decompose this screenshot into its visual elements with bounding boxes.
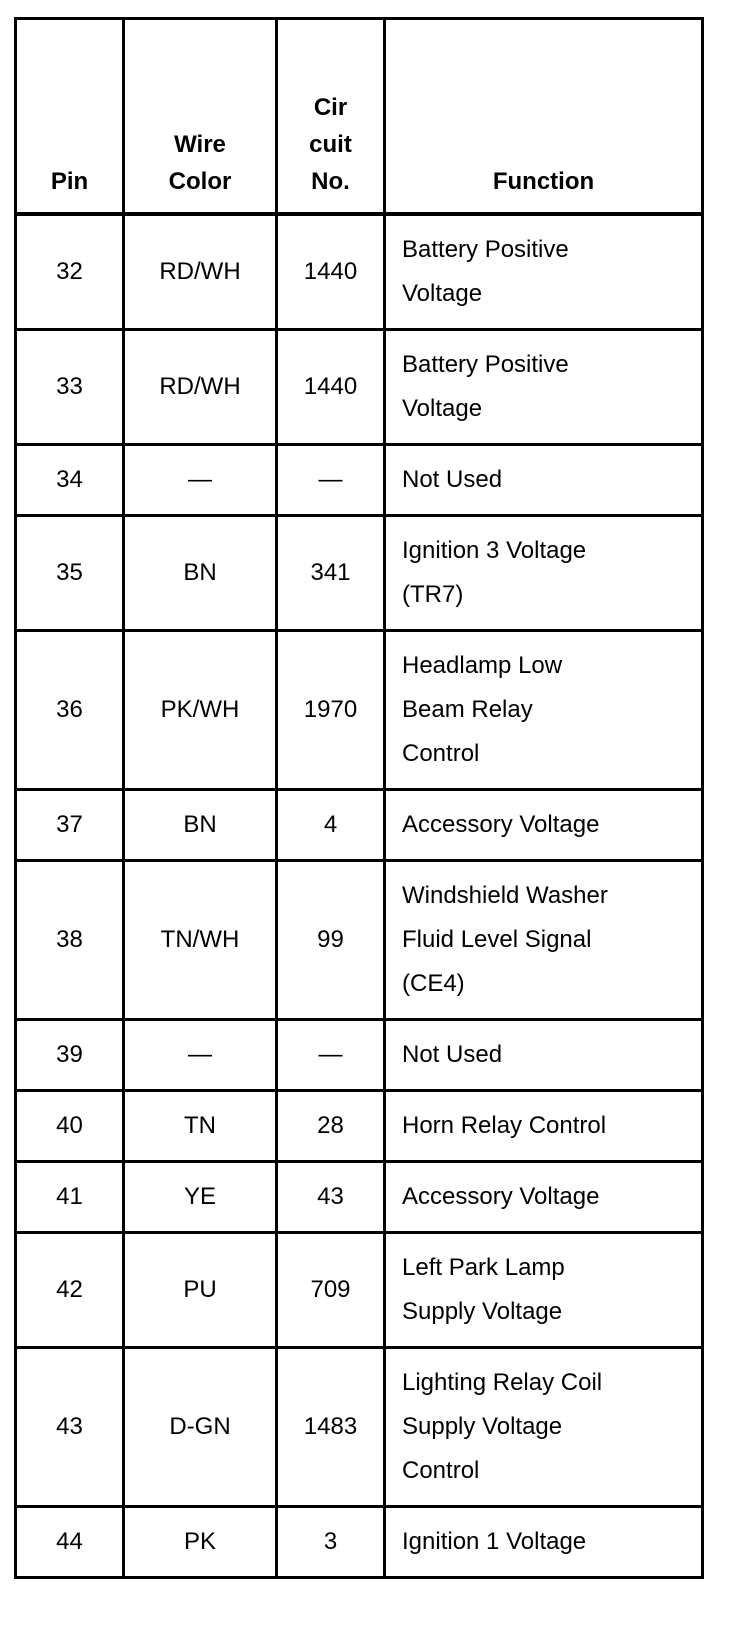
pin-cell: 40 xyxy=(16,1091,124,1162)
wire-color-cell: TN/WH xyxy=(124,861,277,1020)
function-line: Supply Voltage xyxy=(402,1298,563,1325)
function-line: Lighting Relay Coil xyxy=(402,1369,603,1396)
circuit-cell: 28 xyxy=(277,1091,385,1162)
function-line: Not Used xyxy=(402,466,503,493)
function-line: Ignition 1 Voltage xyxy=(402,1528,587,1555)
function-line: Ignition 3 Voltage xyxy=(402,537,587,564)
function-line: Left Park Lamp xyxy=(402,1254,565,1281)
function-cell xyxy=(385,516,703,631)
circuit-cell: 43 xyxy=(277,1162,385,1233)
function-line: Not Used xyxy=(402,1041,503,1068)
function-cell xyxy=(385,1348,703,1507)
circuit-cell: — xyxy=(277,445,385,516)
wire-color-cell: RD/WH xyxy=(124,330,277,445)
table-header xyxy=(16,19,703,215)
header-function-label: Function xyxy=(492,168,595,195)
header-pin xyxy=(16,19,124,215)
pin-cell: 42 xyxy=(16,1233,124,1348)
pin-table xyxy=(14,17,704,1579)
header-function xyxy=(385,19,703,215)
header-wire-color-line-2: Color xyxy=(168,168,232,195)
function-line: Control xyxy=(402,1457,480,1484)
table-body xyxy=(16,214,703,1578)
pin-cell: 33 xyxy=(16,330,124,445)
pin-cell: 44 xyxy=(16,1507,124,1578)
wire-color-cell: D-GN xyxy=(124,1348,277,1507)
header-wire-color xyxy=(124,19,277,215)
circuit-cell: 1440 xyxy=(277,330,385,445)
function-line: Beam Relay xyxy=(402,696,533,723)
header-wire-color-line-1: Wire xyxy=(174,131,226,158)
function-line: Voltage xyxy=(402,280,483,307)
function-line: Battery Positive xyxy=(402,351,569,378)
pin-cell: 39 xyxy=(16,1020,124,1091)
wire-color-cell: TN xyxy=(124,1091,277,1162)
pin-cell: 38 xyxy=(16,861,124,1020)
function-line: Horn Relay Control xyxy=(402,1112,607,1139)
function-line: Supply Voltage xyxy=(402,1413,563,1440)
pin-cell: 43 xyxy=(16,1348,124,1507)
table-row xyxy=(16,861,703,1020)
function-line: (CE4) xyxy=(402,970,465,997)
table-row xyxy=(16,516,703,631)
function-cell xyxy=(385,214,703,330)
table-row xyxy=(16,445,703,516)
header-circuit-no-line-2: cuit xyxy=(309,131,352,158)
function-line: Voltage xyxy=(402,395,483,422)
table-row xyxy=(16,1162,703,1233)
function-cell xyxy=(385,1507,703,1578)
function-line: Accessory Voltage xyxy=(402,811,600,838)
circuit-cell: — xyxy=(277,1020,385,1091)
function-cell xyxy=(385,631,703,790)
function-line: Fluid Level Signal xyxy=(402,926,592,953)
circuit-cell: 1440 xyxy=(277,214,385,330)
wire-color-cell: — xyxy=(124,1020,277,1091)
function-cell xyxy=(385,1020,703,1091)
function-line: Accessory Voltage xyxy=(402,1183,600,1210)
circuit-cell: 709 xyxy=(277,1233,385,1348)
table-row xyxy=(16,1348,703,1507)
circuit-cell: 1483 xyxy=(277,1348,385,1507)
function-cell xyxy=(385,1233,703,1348)
header-row xyxy=(16,19,703,215)
table-row xyxy=(16,214,703,330)
wire-color-cell: PK xyxy=(124,1507,277,1578)
circuit-cell: 1970 xyxy=(277,631,385,790)
circuit-cell: 3 xyxy=(277,1507,385,1578)
wire-color-cell: PK/WH xyxy=(124,631,277,790)
table-row xyxy=(16,631,703,790)
function-line: Headlamp Low xyxy=(402,652,563,679)
table-row xyxy=(16,1091,703,1162)
wire-color-cell: BN xyxy=(124,516,277,631)
circuit-cell: 99 xyxy=(277,861,385,1020)
wire-color-cell: — xyxy=(124,445,277,516)
circuit-cell: 4 xyxy=(277,790,385,861)
header-pin-label: Pin xyxy=(50,168,89,195)
table-row xyxy=(16,1233,703,1348)
pin-cell: 41 xyxy=(16,1162,124,1233)
function-cell xyxy=(385,861,703,1020)
pin-cell: 32 xyxy=(16,214,124,330)
header-circuit-no-line-3: No. xyxy=(311,168,350,195)
wire-color-cell: PU xyxy=(124,1233,277,1348)
function-cell xyxy=(385,1091,703,1162)
function-line: (TR7) xyxy=(402,581,464,608)
table-row xyxy=(16,790,703,861)
function-line: Control xyxy=(402,740,480,767)
function-cell xyxy=(385,790,703,861)
function-line: Windshield Washer xyxy=(402,882,608,909)
wire-color-cell: BN xyxy=(124,790,277,861)
pin-cell: 36 xyxy=(16,631,124,790)
header-circuit-no xyxy=(277,19,385,215)
function-cell xyxy=(385,1162,703,1233)
circuit-cell: 341 xyxy=(277,516,385,631)
wire-color-cell: YE xyxy=(124,1162,277,1233)
table-row xyxy=(16,330,703,445)
header-circuit-no-line-1: Cir xyxy=(313,94,348,121)
function-cell xyxy=(385,445,703,516)
pin-cell: 37 xyxy=(16,790,124,861)
function-cell xyxy=(385,330,703,445)
function-line: Battery Positive xyxy=(402,236,569,263)
pin-cell: 34 xyxy=(16,445,124,516)
table-row xyxy=(16,1507,703,1578)
wire-color-cell: RD/WH xyxy=(124,214,277,330)
pin-cell: 35 xyxy=(16,516,124,631)
table-row xyxy=(16,1020,703,1091)
